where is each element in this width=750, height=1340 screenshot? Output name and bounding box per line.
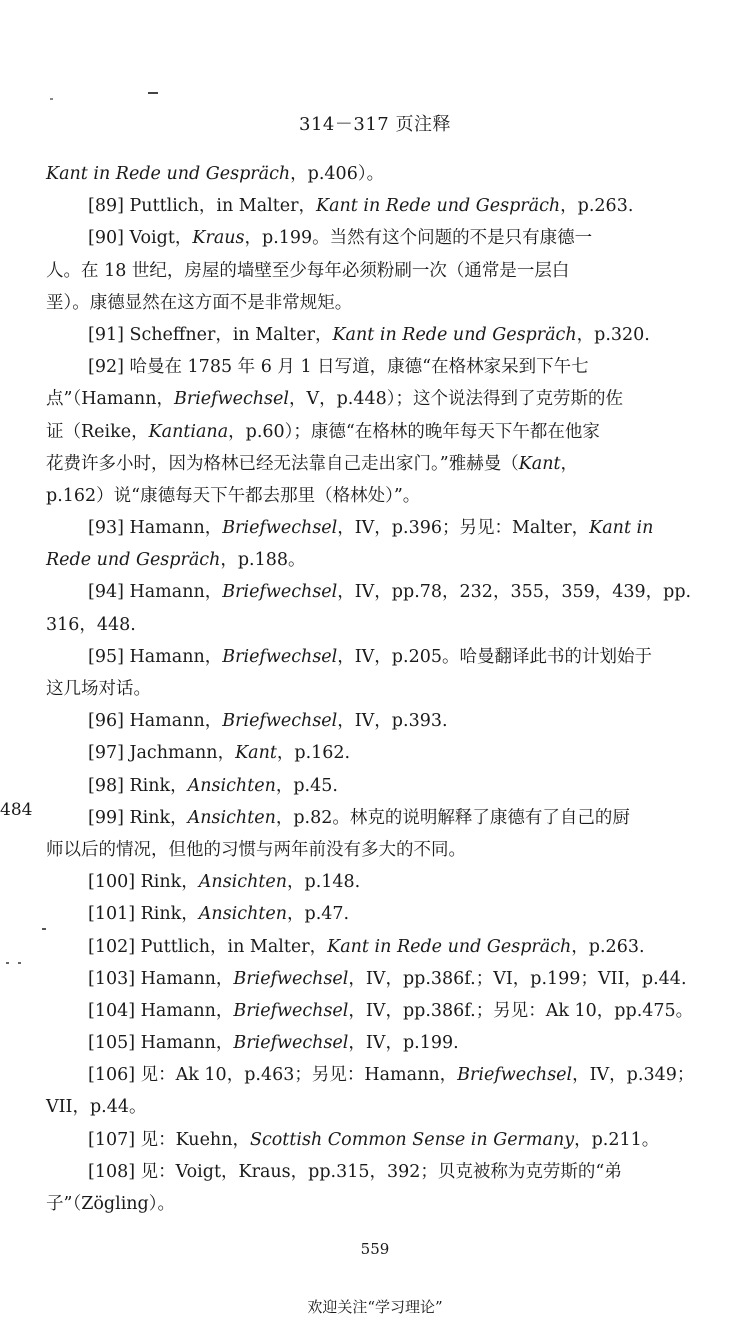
text-line — [46, 448, 676, 480]
italic-title: Kant in Rede und Gespräch — [46, 164, 291, 184]
text-segment: ，p.60）；康德“在格林的晚年每天下午都在他家 — [228, 421, 600, 442]
italic-title: Briefwechsel — [222, 646, 338, 667]
italic-title: Kant in — [589, 518, 654, 539]
text-line — [46, 802, 676, 834]
text-line — [46, 190, 676, 222]
text-segment: [105] Hamann， — [88, 1033, 234, 1054]
text-line — [46, 222, 676, 254]
text-line — [46, 866, 676, 898]
text-segment: [93] Hamann， — [88, 518, 223, 539]
italic-title: Briefwechsel — [457, 1065, 573, 1086]
text-segment: ，p.47. — [287, 904, 350, 925]
text-segment: ，V，p.448）；这个说法得到了克劳斯的佐 — [288, 389, 624, 410]
text-segment: [103] Hamann， — [88, 968, 234, 989]
scan-speck — [18, 962, 21, 964]
text-segment: [97] Jachmann， — [88, 743, 236, 764]
text-line — [46, 576, 692, 608]
text-line — [46, 1124, 676, 1156]
text-line — [46, 1059, 695, 1091]
text-segment: VII，p.44。 — [46, 1097, 147, 1118]
italic-title: Briefwechsel — [233, 1033, 349, 1054]
text-segment: ，p.406）。 — [290, 164, 385, 184]
italic-title: Ansichten — [187, 807, 276, 828]
page-number: 559 — [360, 1240, 390, 1258]
text-segment: p.162）说“康德每天下午都去那里（格林处）”。 — [46, 485, 421, 506]
text-segment: 证（Reike， — [46, 421, 149, 442]
text-line — [46, 898, 676, 930]
text-segment: 316，448. — [46, 614, 136, 635]
text-line — [46, 834, 676, 866]
text-line — [46, 737, 676, 769]
italic-title: Ansichten — [198, 904, 287, 925]
text-segment: [96] Hamann， — [88, 711, 223, 732]
text-line — [46, 544, 676, 576]
text-segment: 子”（Zögling）。 — [46, 1194, 176, 1214]
text-segment: [95] Hamann， — [88, 646, 223, 667]
text-line — [46, 383, 676, 415]
text-segment: ，p.320. — [576, 324, 650, 345]
text-segment: [108] 见：Voigt，Kraus，pp.315，392；贝克被称为克劳斯的“弟 — [88, 1161, 622, 1182]
italic-title: Briefwechsel — [222, 518, 338, 539]
italic-title: Briefwechsel — [173, 389, 289, 410]
text-segment: [99] Rink， — [88, 807, 188, 828]
italic-title: Briefwechsel — [222, 711, 338, 732]
italic-title: Kraus — [192, 228, 245, 249]
text-segment: ，p.162. — [276, 743, 351, 764]
italic-title: Kant in Rede und Gespräch — [327, 936, 572, 957]
text-segment: ，p.45. — [275, 775, 338, 796]
text-segment: ，IV，p.205。哈曼翻译此书的计划始于 — [337, 646, 652, 667]
text-segment: 这几场对话。 — [46, 679, 151, 699]
text-segment: 花费许多小时，因为格林已经无法靠自己走出家门。”雅赫曼（ — [46, 453, 519, 474]
text-segment: ， — [560, 453, 579, 474]
text-segment: ，p.82。林克的说明解释了康德有了自己的厨 — [275, 807, 630, 828]
italic-title: Briefwechsel — [233, 968, 349, 989]
text-line — [46, 255, 676, 287]
text-segment: ，IV，p.349； — [572, 1065, 695, 1086]
text-segment: ，p.199。当然有这个问题的不是只有康德一 — [244, 228, 593, 249]
text-segment: ，p.263. — [560, 196, 634, 217]
text-line — [46, 1188, 676, 1220]
text-segment: [107] 见：Kuehn， — [88, 1129, 250, 1150]
text-segment: ，IV，p.396；另见：Malter， — [337, 518, 590, 539]
text-segment: [91] Scheffner，in Malter， — [88, 324, 333, 345]
text-segment: [89] Puttlich，in Malter， — [88, 196, 316, 217]
text-segment: 点”（Hamann， — [46, 389, 174, 410]
text-segment: ，p.148. — [287, 872, 361, 893]
italic-title: Kant in Rede und Gespräch — [316, 196, 561, 217]
italic-title: Rede und Gespräch — [46, 550, 221, 571]
text-line — [46, 1156, 676, 1188]
text-line — [46, 705, 676, 737]
italic-title: Scottish Common Sense in Germany — [249, 1129, 575, 1150]
text-line — [46, 319, 676, 351]
text-segment: [106] 见：Ak 10，p.463；另见：Hamann， — [88, 1065, 458, 1086]
endnotes-body — [46, 158, 695, 1220]
text-line — [46, 770, 676, 802]
italic-title: Kant — [235, 743, 277, 764]
text-segment: ，p.211。 — [574, 1129, 660, 1150]
text-segment: ，p.263. — [571, 936, 645, 957]
text-segment: ，p.188。 — [220, 550, 306, 571]
text-segment: [102] Puttlich，in Malter， — [88, 936, 328, 957]
text-line — [46, 931, 676, 963]
text-line — [46, 995, 694, 1027]
text-segment: [94] Hamann， — [88, 582, 223, 603]
text-line — [46, 1091, 676, 1123]
italic-title: Briefwechsel — [233, 1000, 349, 1021]
text-segment: ，IV，p.199. — [348, 1033, 459, 1054]
text-segment: [104] Hamann， — [88, 1000, 234, 1021]
text-segment: ，IV，p.393. — [337, 711, 448, 732]
italic-title: Briefwechsel — [222, 582, 338, 603]
text-segment: [100] Rink， — [88, 872, 199, 893]
text-segment: ，IV，pp.386f.；另见：Ak 10，pp.475。 — [348, 1000, 694, 1021]
text-line — [46, 158, 676, 190]
margin-page-number: 484 — [0, 800, 33, 820]
text-segment: 垩）。康德显然在这方面不是非常规矩。 — [46, 292, 353, 313]
italic-title: Ansichten — [198, 872, 287, 893]
italic-title: Kant in Rede und Gespräch — [332, 324, 577, 345]
text-line — [46, 287, 676, 319]
text-segment: [92] 哈曼在 1785 年 6 月 1 日写道，康德“在格林家呆到下午七 — [88, 357, 589, 378]
footer-note: 欢迎关注“学习理论” — [307, 1298, 443, 1316]
text-line — [46, 673, 676, 705]
scan-speck — [148, 92, 158, 94]
running-header: 314－317 页注释 — [299, 114, 451, 135]
scan-speck — [6, 962, 9, 964]
text-line — [46, 512, 676, 544]
text-line — [46, 609, 676, 641]
text-segment: 人。在 18 世纪，房屋的墙壁至少每年必须粉刷一次（通常是一层白 — [46, 260, 570, 281]
text-segment: 师以后的情况，但他的习惯与两年前没有多大的不同。 — [46, 839, 466, 860]
italic-title: Kantiana — [148, 421, 229, 442]
italic-title: Ansichten — [187, 775, 276, 796]
text-line — [46, 416, 676, 448]
text-line — [46, 641, 676, 673]
text-segment: ，IV，pp.386f.；VI，p.199；VII，p.44. — [348, 968, 687, 989]
text-segment: [98] Rink， — [88, 775, 188, 796]
text-line — [46, 1027, 676, 1059]
text-line — [46, 351, 676, 383]
text-line — [46, 480, 676, 512]
italic-title: Kant — [518, 453, 561, 474]
text-segment: ，IV，pp.78，232，355，359，439，pp. — [337, 582, 692, 603]
scan-speck — [50, 98, 53, 100]
text-line — [46, 963, 687, 995]
text-segment: [90] Voigt， — [88, 228, 193, 249]
text-segment: [101] Rink， — [88, 904, 199, 925]
